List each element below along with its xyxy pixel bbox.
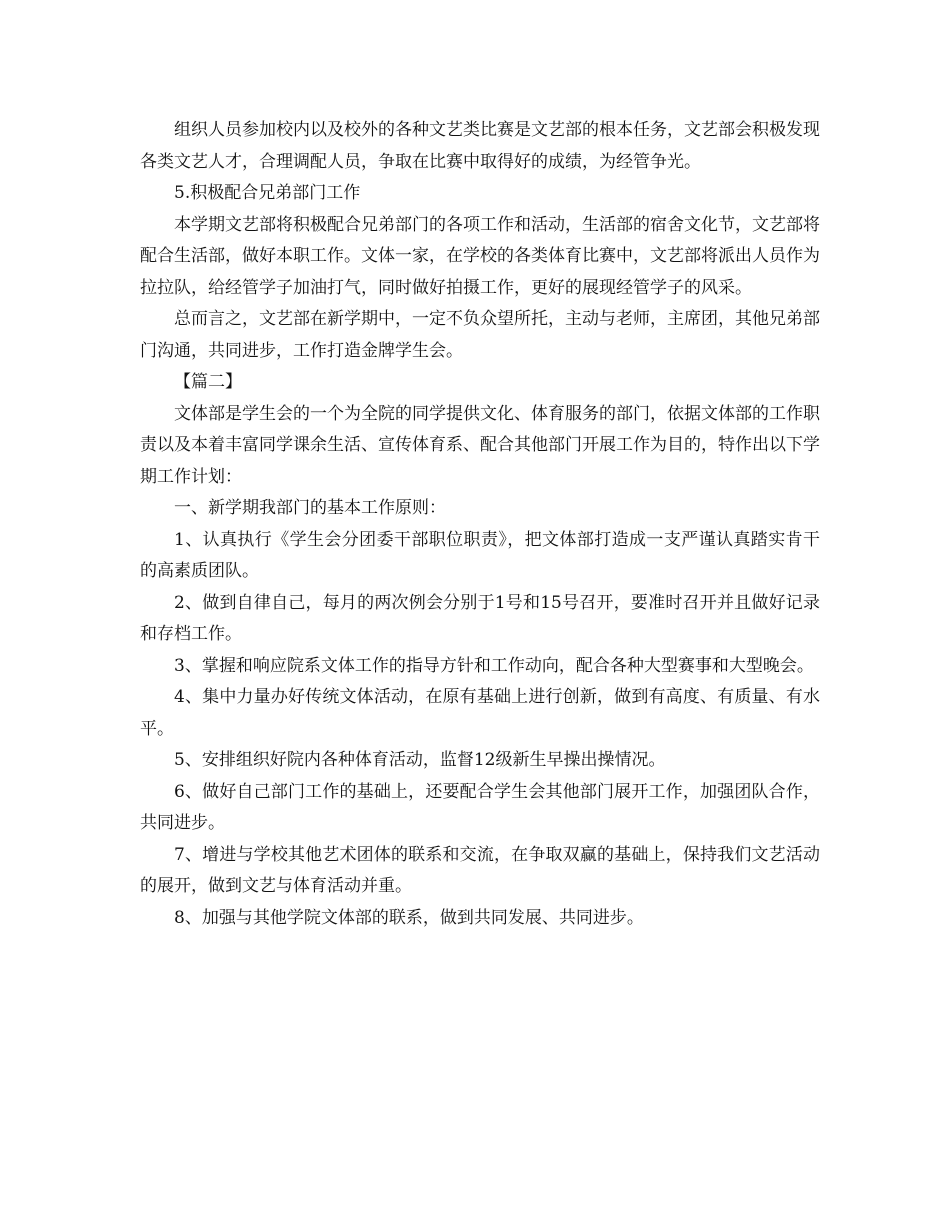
list-item-principle-6: 6、做好自己部门工作的基础上，还要配合学生会其他部门展开工作，加强团队合作，共同进步。 xyxy=(140,781,820,833)
paragraph-summary: 总而言之，文艺部在新学期中，一定不负众望所托，主动与老师，主席团，其他兄弟部门沟通，共同进步，工作打造金牌学生会。 xyxy=(140,309,820,361)
list-item-principle-7: 7、增进与学校其他艺术团体的联系和交流，在争取双赢的基础上，保持我们文艺活动的展开，做到文艺与体育活动并重。 xyxy=(140,844,820,896)
list-item-principle-2: 2、做到自律自己，每月的两次例会分别于1号和15号召开，要准时召开并且做好记录和存档工作。 xyxy=(140,592,820,644)
section-heading-cooperate: 5.积极配合兄弟部门工作 xyxy=(174,183,361,203)
list-item-principle-8: 8、加强与其他学院文体部的联系，做到共同发展、共同进步。 xyxy=(174,907,644,928)
list-item-principle-4: 4、集中力量办好传统文体活动，在原有基础上进行创新，做到有高度、有质量、有水平。 xyxy=(140,687,820,739)
list-item-principle-1: 1、认真执行《学生会分团委干部职位职责》，把文体部打造成一支严谨认真踏实肯干的高素质团队。 xyxy=(140,529,820,581)
list-item-principle-5: 5、安排组织好院内各种体育活动，监督12级新生早操出操情况。 xyxy=(174,750,666,770)
document-body xyxy=(140,115,820,934)
part-two-heading: 【篇二】 xyxy=(174,372,242,392)
paragraph-cooperate-details: 本学期文艺部将积极配合兄弟部门的各项工作和活动，生活部的宿舍文化节，文艺部将配合生活部，做好本职工作。文体一家，在学校的各类体育比赛中，文艺部将派出人员作为拉拉队，给经管学子加油打气，同时做好拍摄工作，更好的展现经管学子的风采。 xyxy=(140,214,820,298)
principles-heading: 一、新学期我部门的基本工作原则： xyxy=(174,498,446,518)
paragraph-intro: 文体部是学生会的一个为全院的同学提供文化、体育服务的部门，依据文体部的工作职责以及本着丰富同学课余生活、宣传体育系、配合其他部门开展工作为目的，特作出以下学期工作计划： xyxy=(140,403,820,487)
list-item-principle-3: 3、掌握和响应院系文体工作的指导方针和工作动向，配合各种大型赛事和大型晚会。 xyxy=(174,655,814,676)
paragraph-competition-task: 组织人员参加校内以及校外的各种文艺类比赛是文艺部的根本任务，文艺部会积极发现各类文艺人才，合理调配人员，争取在比赛中取得好的成绩，为经管争光。 xyxy=(140,120,820,172)
